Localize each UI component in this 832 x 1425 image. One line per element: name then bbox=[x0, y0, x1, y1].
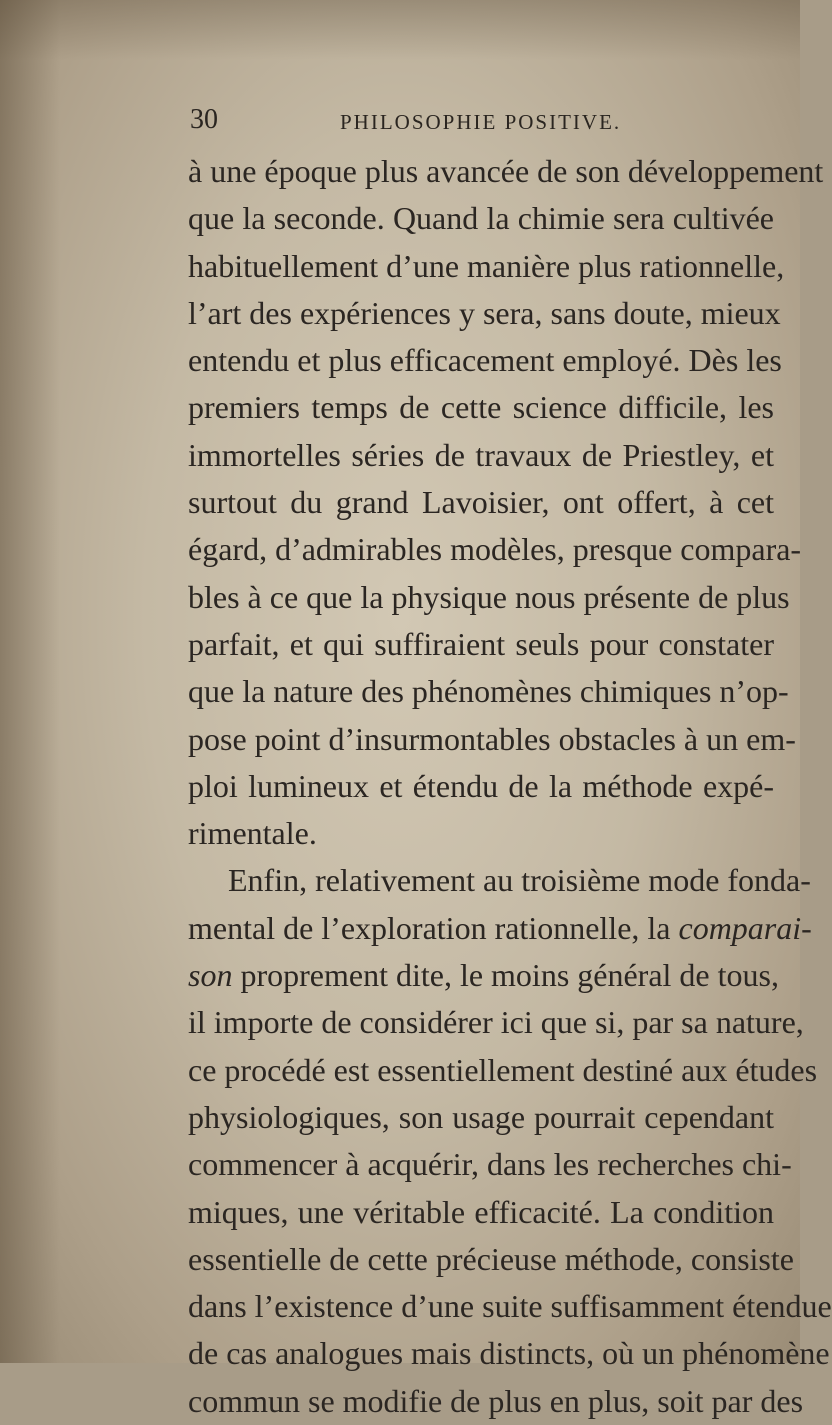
page-header bbox=[190, 104, 750, 138]
body-text bbox=[188, 148, 832, 1425]
running-head: PHILOSOPHIE POSITIVE. bbox=[340, 110, 622, 134]
text-line: habituellement d’une manière plus rationnelle, bbox=[188, 247, 785, 284]
text-line: il importe de considérer ici que si, par sa nature, bbox=[188, 1004, 804, 1041]
text-line: physiologiques, son usage pourrait cependant bbox=[188, 1098, 774, 1135]
text-line: entendu et plus efficacement employé. Dès les bbox=[188, 342, 782, 379]
text-line: que la seconde. Quand la chimie sera cultivée bbox=[188, 200, 774, 237]
text-line: commencer à acquérir, dans les recherches chi- bbox=[188, 1146, 792, 1183]
paragraph-end-line: rimentale. bbox=[188, 815, 317, 852]
text-line: son proprement dite, le moins général de tous, bbox=[188, 957, 779, 994]
text-line: à une époque plus avancée de son développement bbox=[188, 153, 824, 189]
text-line: ploi lumineux et étendu de la méthode expé- bbox=[188, 767, 774, 804]
text-line: l’art des expériences y sera, sans doute, mieux bbox=[188, 294, 781, 331]
text-line: bles à ce que la physique nous présente de plus bbox=[188, 578, 790, 615]
paragraph-start-line: Enfin, relativement au troisième mode fonda- bbox=[228, 862, 811, 899]
text-line: ce procédé est essentiellement destiné aux études bbox=[188, 1051, 818, 1088]
text-line: dans l’existence d’une suite suffisamment étendue bbox=[188, 1288, 832, 1325]
text-line: parfait, et qui suffiraient seuls pour constater bbox=[188, 625, 774, 662]
text-line: surtout du grand Lavoisier, ont offert, à cet bbox=[188, 484, 774, 521]
text-line: essentielle de cette précieuse méthode, consiste bbox=[188, 1240, 794, 1277]
italic-word: son bbox=[188, 957, 233, 994]
text-line: que la nature des phénomènes chimiques n’op- bbox=[188, 673, 789, 710]
page-number: 30 bbox=[190, 104, 218, 135]
italic-word: comparai- bbox=[678, 909, 812, 946]
text-line: mental de l’exploration rationnelle, la comparai- bbox=[188, 909, 812, 946]
text-line: premiers temps de cette science difficile, les bbox=[188, 389, 774, 426]
text-line: égard, d’admirables modèles, presque compara- bbox=[188, 531, 802, 568]
text-line: immortelles séries de travaux de Priestley, et bbox=[188, 436, 774, 473]
text-line: pose point d’insurmontables obstacles à un em- bbox=[188, 720, 796, 757]
text-line: commun se modifie de plus en plus, soit par des bbox=[188, 1382, 804, 1419]
text-line: miques, une véritable efficacité. La condition bbox=[188, 1193, 774, 1230]
text-line: de cas analogues mais distincts, où un phénomène bbox=[188, 1335, 830, 1372]
